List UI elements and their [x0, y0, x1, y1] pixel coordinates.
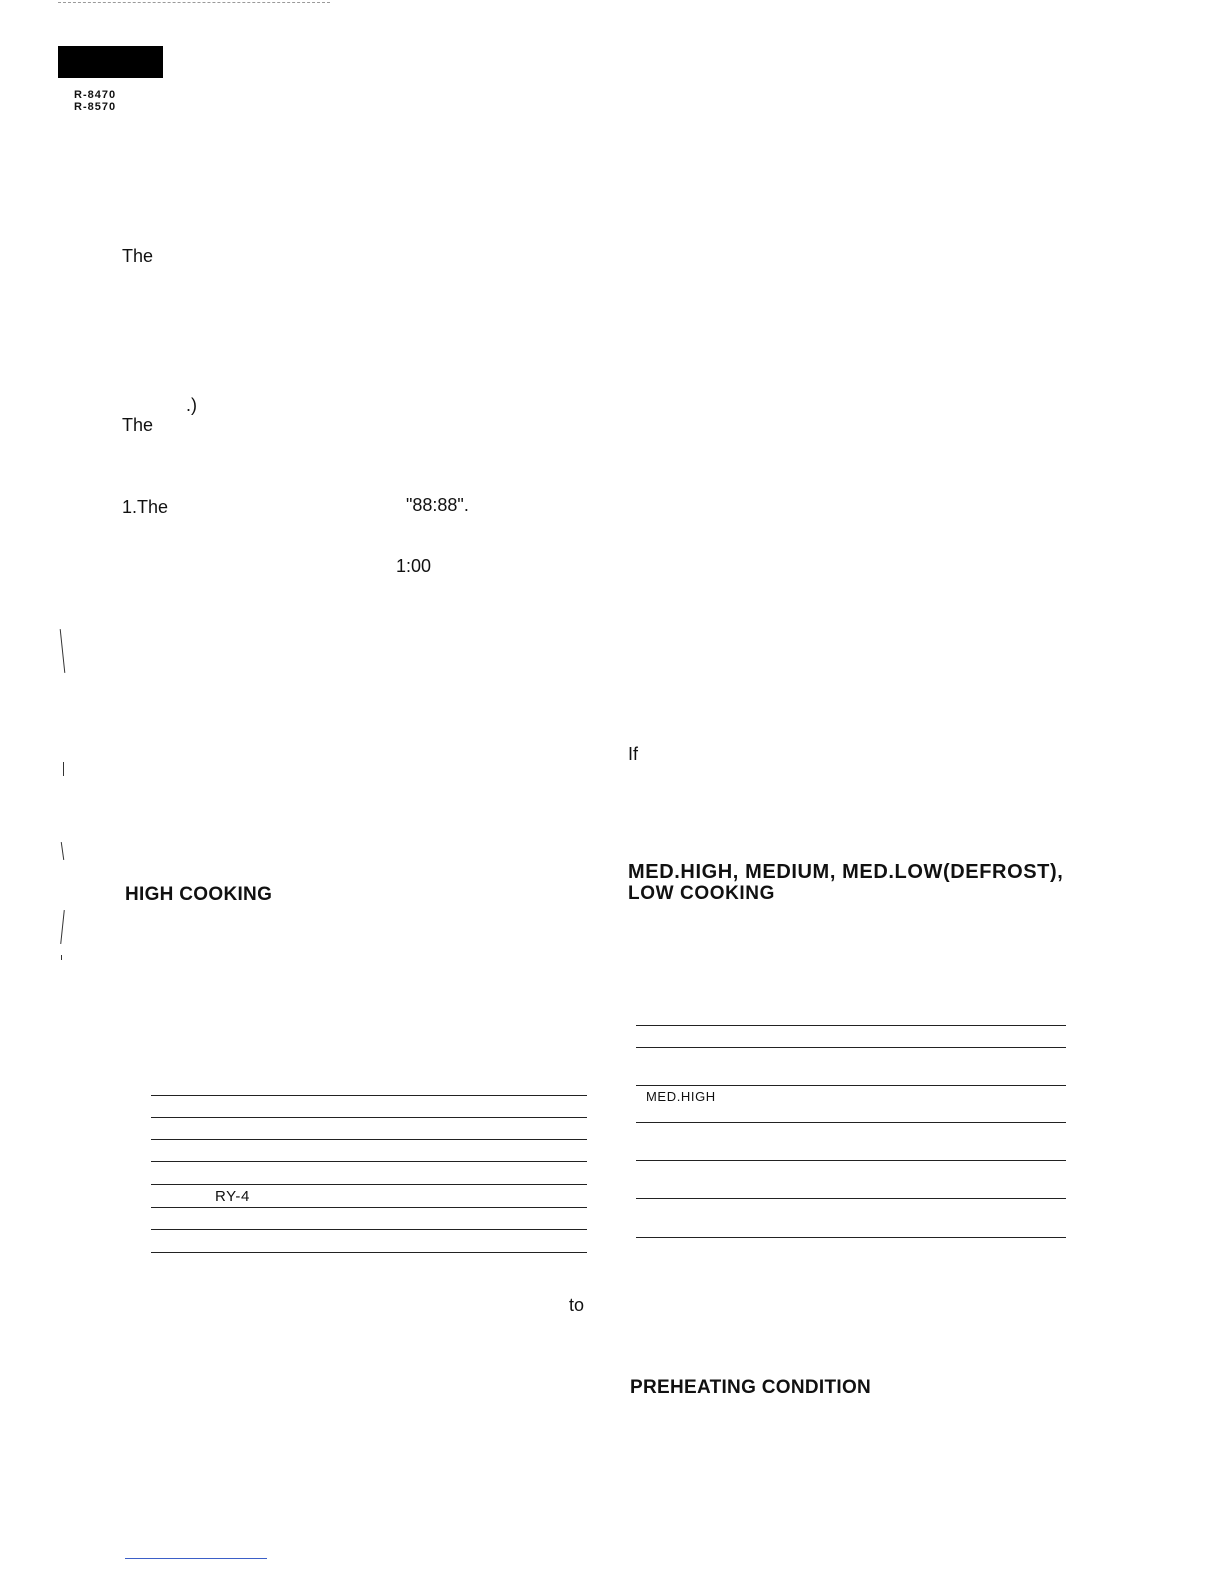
scan-mark: [63, 762, 64, 776]
body-text-fragment: to: [569, 1295, 585, 1315]
section-heading-power-levels: MED.HIGH, MEDIUM, MED.LOW(DEFROST),: [628, 861, 1064, 883]
body-text-fragment: The: [122, 246, 154, 266]
section-heading-high-cooking: HIGH COOKING: [125, 884, 273, 905]
scan-mark: [61, 955, 62, 960]
display-value: "88:88".: [406, 495, 469, 515]
table-rule: [636, 1122, 1066, 1123]
table-cell-relay: RY-4: [215, 1188, 250, 1205]
table-rule: [636, 1198, 1066, 1199]
table-rule: [636, 1085, 1066, 1086]
time-value: 1:00: [396, 556, 432, 576]
table-rule: [636, 1025, 1066, 1026]
table-rule: [636, 1160, 1066, 1161]
body-text-fragment: If: [628, 744, 639, 764]
scan-mark: [61, 842, 64, 860]
model-number: R-8470: [74, 89, 117, 101]
table-rule: [151, 1117, 587, 1118]
table-rule: [151, 1229, 587, 1230]
table-rule: [151, 1139, 587, 1140]
body-text-fragment: .): [186, 395, 197, 415]
table-rule: [151, 1161, 587, 1162]
top-scan-rule: [58, 2, 330, 3]
table-rule: [151, 1095, 587, 1096]
body-text-fragment: The: [122, 415, 154, 435]
model-number: R-8570: [74, 101, 117, 113]
table-rule: [151, 1252, 587, 1253]
section-heading-low-cooking: LOW COOKING: [628, 883, 775, 904]
table-cell-med-high: MED.HIGH: [646, 1089, 716, 1104]
table-rule: [636, 1047, 1066, 1048]
step-number-text: 1.The: [122, 497, 169, 517]
section-heading-preheating: PREHEATING CONDITION: [630, 1377, 872, 1398]
table-rule: [151, 1184, 587, 1185]
footnote-rule: [125, 1558, 267, 1559]
scan-mark: [60, 910, 65, 944]
header-black-bar: [58, 46, 163, 78]
table-rule: [151, 1207, 587, 1208]
scan-mark: [60, 629, 66, 673]
table-rule: [636, 1237, 1066, 1238]
